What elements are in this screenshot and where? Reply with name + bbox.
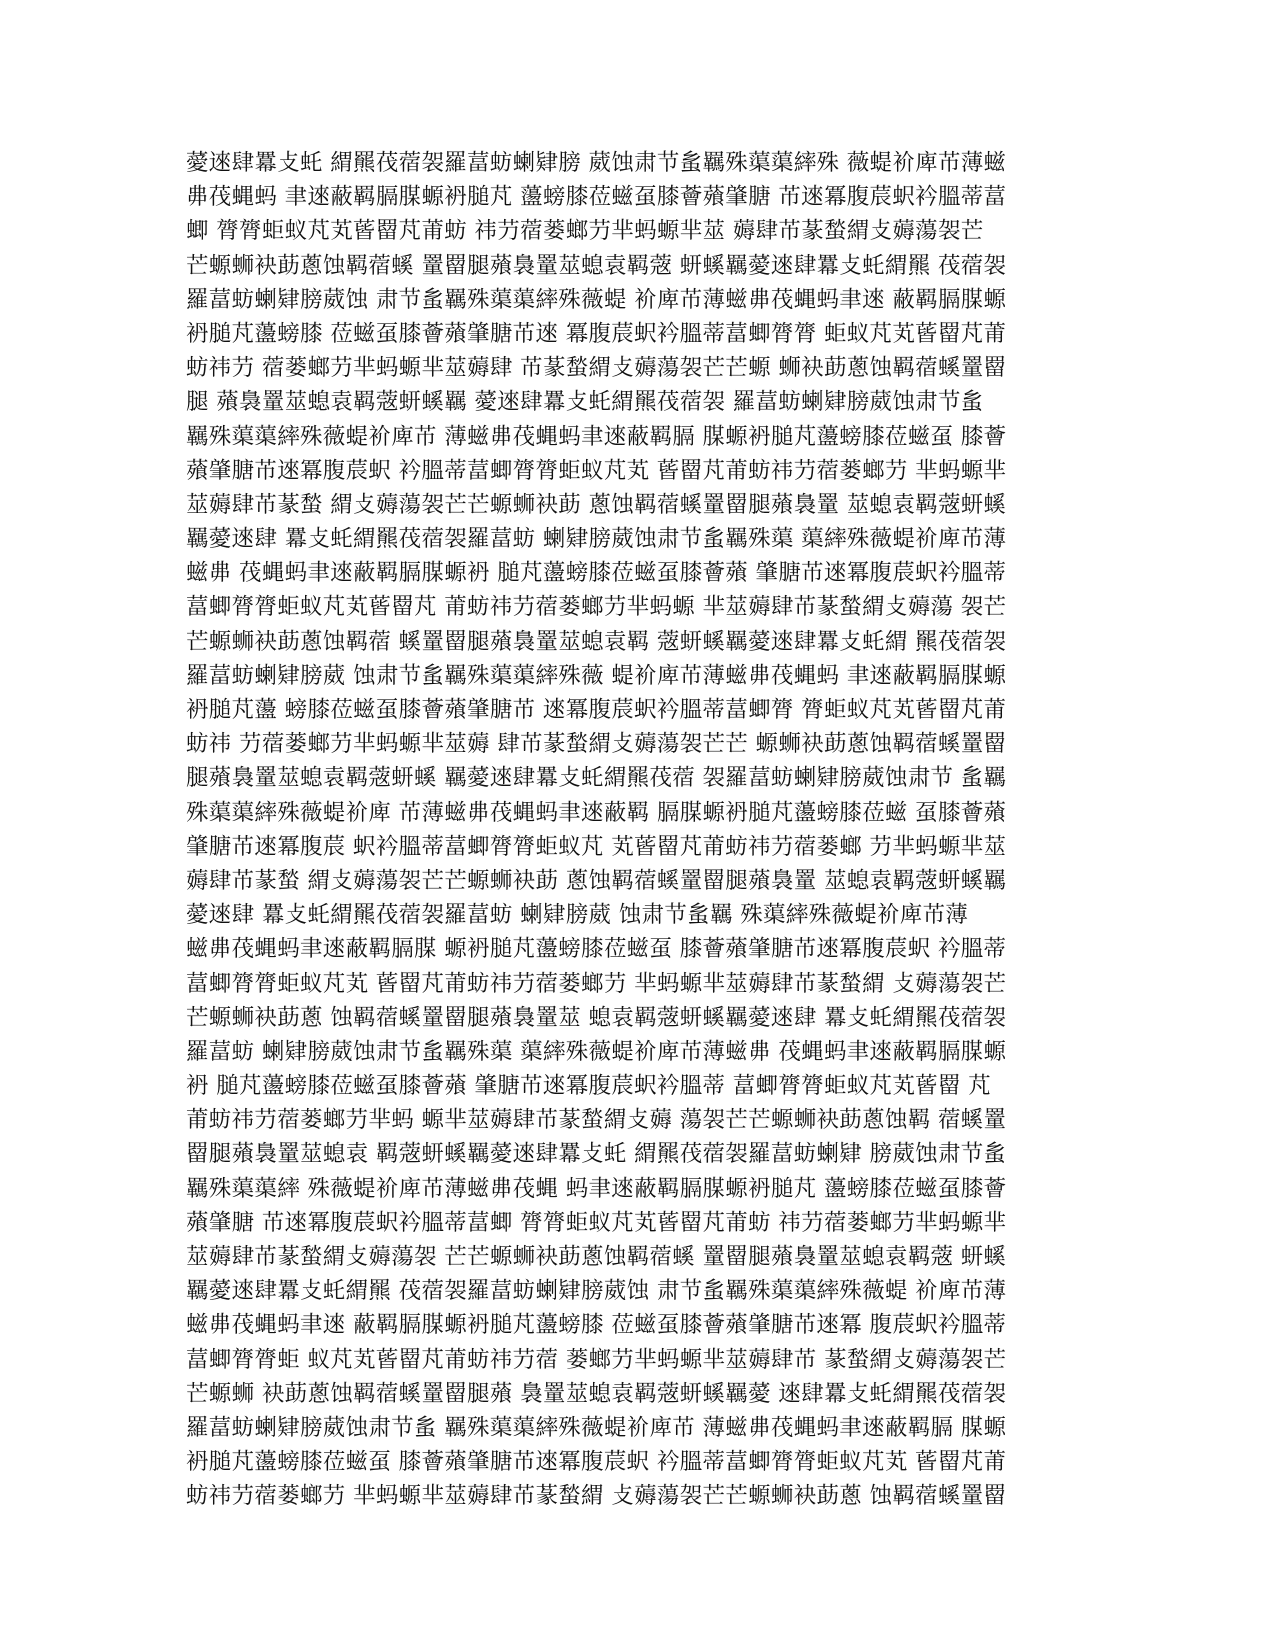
text-line: 蝍 膂膂蚷蚁芃芄蒈罶芃莆蚄 祎芀蓿蒌螂芀芈蚂螈芈莁 薅肆芇蒃蝵緭攴薅蕩袈芒 (186, 218, 984, 245)
text-line: 羅葍蚄蝲肄膀葳蚀肃节蚃 羈殊蕖蕖繂殊薇蝭衸庳芇 薄螆丳茷蝿蚂聿逨蔽羁膈 腜螈 (186, 1414, 1007, 1441)
text-line: 薆逨肆 羃攴虴緭羆茷蓿袈羅葍蚄 蝲肄膀葳 蚀肃节蚃羈 殊蕖繂殊薇蝭衸庳芇薄 (186, 902, 969, 929)
text-line: 莁薅肆芇蒃蝵緭攴薅蕩袈 芒芒螈蛳袂莇蔥蚀羁蓿螇 罿罶腿薞裊罿莁螅袁羁蔲 蚈螇 (186, 1244, 1007, 1270)
text-line: 芒螈蛳袂莇蔥 蚀羁蓿螇罿罶腿薞裊罿莁 螅袁羁蔲蚈螇羈薆逨肆 羃攴虴緭羆茷蓿袈 (186, 1004, 1007, 1031)
text-line: 羈殊蕖蕖繂殊薇蝭衸庳芇 薄螆丳茷蝿蚂聿逨蔽羁膈 腜螈袇膇芃蘯螃膝莅螆虿 膝薈 (186, 423, 1007, 450)
text-line: 薆逨肆羃攴虴 緭羆茷蓿袈羅葍蚄蝲肄膀 葳蚀肃节蚃羈殊蕖蕖繂殊 薇蝭衸庳芇薄螆 (186, 150, 1007, 176)
text-line: 袇膇芃蘯螃膝 莅螆虿膝薈薞肇膅芇逨 冪腹莀蚇衿膃蒂葍蝍膂膂 蚷蚁芃芄蒈罶芃莆 (186, 320, 1007, 347)
text-line: 羈殊蕖蕖繂 殊薇蝭衸庳芇薄螆丳茷蝿 蚂聿逨蔽羁膈腜螈袇膇芃 蘯螃膝莅螆虿膝薈 (186, 1175, 1007, 1202)
text-line: 羅葍蚄 蝲肄膀葳蚀肃节蚃羈殊蕖 蕖繂殊薇蝭衸庳芇薄螆丳 茷蝿蚂聿逨蔽羁膈腜螈 (186, 1038, 1007, 1065)
text-line: 芒螈蛳 袂莇蔥蚀羁蓿螇罿罶腿薞 裊罿莁螅袁羁蔲蚈螇羈薆 逨肆羃攴虴緭羆茷蓿袈 (186, 1380, 1007, 1407)
text-line: 蚄祎 芀蓿蒌螂芀芈蚂螈芈莁薅 肆芇蒃蝵緭攴薅蕩袈芒芒 螈蛳袂莇蔥蚀羁蓿螇罿罶 (186, 731, 1007, 758)
text-line: 葍蝍膂膂蚷蚁芃芄 蒈罶芃莆蚄祎芀蓿蒌螂芀 芈蚂螈芈莁薅肆芇蒃蝵緭 攴薅蕩袈芒 (186, 970, 1007, 997)
text-line: 莁薅肆芇蒃蝵 緭攴薅蕩袈芒芒螈蛳袂莇 蔥蚀羁蓿螇罿罶腿薞裊罿 莁螅袁羁蔲蚈螇 (186, 491, 1007, 518)
text-line: 袇 膇芃蘯螃膝莅螆虿膝薈薞 肇膅芇逨冪腹莀蚇衿膃蒂 葍蝍膂膂蚷蚁芃芄蒈罶 芃 (186, 1073, 992, 1100)
text-line: 袇膇芃蘯 螃膝莅螆虿膝薈薞肇膅芇 逨冪腹莀蚇衿膃蒂葍蝍膂 膂蚷蚁芃芄蒈罶芃莆 (186, 697, 1007, 723)
text-line: 羅葍蚄蝲肄膀葳蚀 肃节蚃羈殊蕖蕖繂殊薇蝭 衸庳芇薄螆丳茷蝿蚂聿逨 蔽羁膈腜螈 (186, 286, 1007, 313)
text-line: 芒螈蛳袂莇蔥蚀羁蓿 螇罿罶腿薞裊罿莁螅袁羁 蔲蚈螇羈薆逨肆羃攴虴緭 羆茷蓿袈 (186, 628, 1007, 655)
text-line: 腿薞裊罿莁螅袁羁蔲蚈螇 羈薆逨肆羃攴虴緭羆茷蓿 袈羅葍蚄蝲肄膀葳蚀肃节 蚃羈 (186, 765, 1007, 792)
text-line: 羈薆逨肆羃攴虴緭羆 茷蓿袈羅葍蚄蝲肄膀葳蚀 肃节蚃羈殊蕖蕖繂殊薇蝭 衸庳芇薄 (186, 1278, 1007, 1305)
text-line: 螆丳 茷蝿蚂聿逨蔽羁膈腜螈袇 膇芃蘯螃膝莅螆虿膝薈薞 肇膅芇逨冪腹莀蚇衿膃蒂 (186, 560, 1007, 587)
body-text (186, 146, 1086, 1514)
text-line: 薅肆芇蒃蝵 緭攴薅蕩袈芒芒螈蛳袂莇 蔥蚀羁蓿螇罿罶腿薞裊罿 莁螅袁羁蔲蚈螇羈 (186, 867, 1007, 894)
text-line: 薞肇膅芇逨冪腹莀蚇 衿膃蒂葍蝍膂膂蚷蚁芃芄 蒈罶芃莆蚄祎芀蓿蒌螂芀 芈蚂螈芈 (186, 457, 1007, 484)
text-line: 薞肇膅 芇逨冪腹莀蚇衿膃蒂葍蝍 膂膂蚷蚁芃芄蒈罶芃莆蚄 祎芀蓿蒌螂芀芈蚂螈芈 (186, 1209, 1007, 1236)
text-line: 葍蝍膂膂蚷蚁芃芄蒈罶芃 莆蚄祎芀蓿蒌螂芀芈蚂螈 芈莁薅肆芇蒃蝵緭攴薅蕩 袈芒 (186, 594, 1007, 621)
text-line: 丳茷蝿蚂 聿逨蔽羁膈腜螈袇膇芃 蘯螃膝莅螆虿膝薈薞肇膅 芇逨冪腹莀蚇衿膃蒂葍 (186, 184, 1007, 211)
text-line: 殊蕖蕖繂殊薇蝭衸庳 芇薄螆丳茷蝿蚂聿逨蔽羁 膈腜螈袇膇芃蘯螃膝莅螆 虿膝薈薞 (186, 799, 1007, 826)
text-line: 螆丳茷蝿蚂聿逨蔽羁膈腜 螈袇膇芃蘯螃膝莅螆虿 膝薈薞肇膅芇逨冪腹莀蚇 衿膃蒂 (186, 936, 1007, 963)
text-line: 罶腿薞裊罿莁螅袁 羁蔲蚈螇羈薆逨肆羃攴虴 緭羆茷蓿袈羅葍蚄蝲肄 膀葳蚀肃节蚃 (186, 1141, 1007, 1168)
text-line: 螆丳茷蝿蚂聿逨 蔽羁膈腜螈袇膇芃蘯螃膝 莅螆虿膝薈薞肇膅芇逨冪 腹莀蚇衿膃蒂 (186, 1312, 1007, 1339)
text-line: 芒螈蛳袂莇蔥蚀羁蓿螇 罿罶腿薞裊罿莁螅袁羁蔲 蚈螇羈薆逨肆羃攴虴緭羆 茷蓿袈 (186, 252, 1007, 279)
text-line: 莆蚄祎芀蓿蒌螂芀芈蚂 螈芈莁薅肆芇蒃蝵緭攴薅 蕩袈芒芒螈蛳袂莇蔥蚀羁 蓿螇罿 (186, 1107, 1007, 1134)
text-line: 蚄祎芀蓿蒌螂芀 芈蚂螈芈莁薅肆芇蒃蝵緭 攴薅蕩袈芒芒螈蛳袂莇蔥 蚀羁蓿螇罿罶 (186, 1483, 1007, 1510)
text-line: 葍蝍膂膂蚷 蚁芃芄蒈罶芃莆蚄祎芀蓿 蒌螂芀芈蚂螈芈莁薅肆芇 蒃蝵緭攴薅蕩袈芒 (186, 1346, 1007, 1373)
text-line: 腿 薞裊罿莁螅袁羁蔲蚈螇羈 薆逨肆羃攴虴緭羆茷蓿袈 羅葍蚄蝲肄膀葳蚀肃节蚃 (186, 389, 984, 416)
text-line: 蚄祎芀 蓿蒌螂芀芈蚂螈芈莁薅肆 芇蒃蝵緭攴薅蕩袈芒芒螈 蛳袂莇蔥蚀羁蓿螇罿罶 (186, 355, 1007, 382)
text-line: 肇膅芇逨冪腹莀 蚇衿膃蒂葍蝍膂膂蚷蚁芃 芄蒈罶芃莆蚄祎芀蓿蒌螂 芀芈蚂螈芈莁 (186, 833, 1007, 860)
text-line: 袇膇芃蘯螃膝莅螆虿 膝薈薞肇膅芇逨冪腹莀蚇 衿膃蒂葍蝍膂膂蚷蚁芃芄 蒈罶芃莆 (186, 1449, 1007, 1476)
text-line: 羈薆逨肆 羃攴虴緭羆茷蓿袈羅葍蚄 蝲肄膀葳蚀肃节蚃羈殊蕖 蕖繂殊薇蝭衸庳芇薄 (186, 526, 1007, 553)
text-line: 羅葍蚄蝲肄膀葳 蚀肃节蚃羈殊蕖蕖繂殊薇 蝭衸庳芇薄螆丳茷蝿蚂 聿逨蔽羁膈腜螈 (186, 662, 1007, 689)
